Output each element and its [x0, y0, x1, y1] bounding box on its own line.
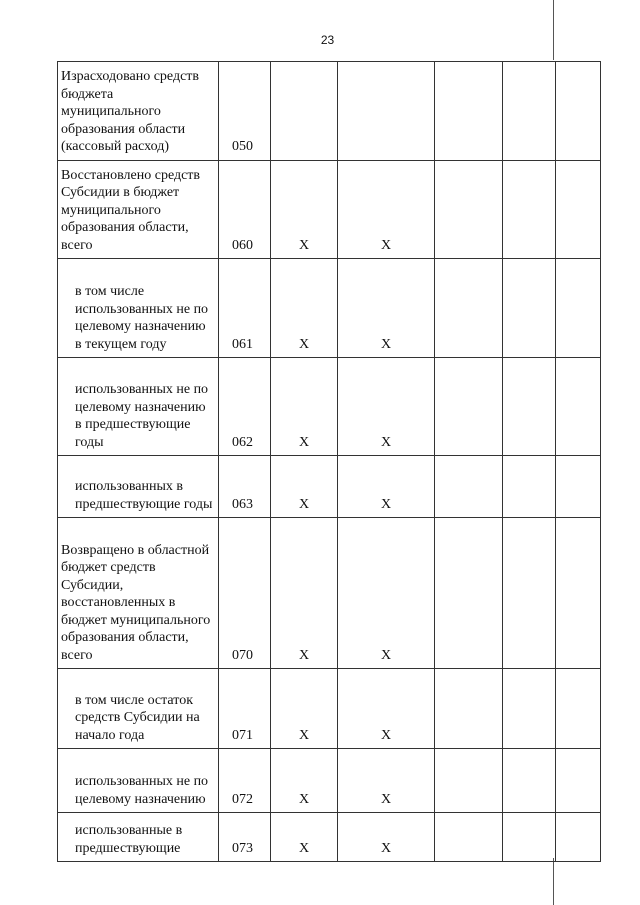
row-name-cell: Восстановлено средств Субсидии в бюджет муниципального образования области, всего [58, 160, 219, 259]
row-empty-cell [503, 669, 556, 749]
row-empty-cell [503, 456, 556, 518]
row-code-cell: 071 [219, 669, 271, 749]
row-empty-cell [435, 259, 503, 358]
row-empty-cell [556, 160, 601, 259]
row-name-cell: Израсходовано средств бюджета муниципального образования области (кассовый расход) [58, 62, 219, 161]
row-value-cell: Х [338, 160, 435, 259]
table-row [58, 669, 601, 749]
row-empty-cell [503, 813, 556, 862]
row-empty-cell [435, 358, 503, 456]
table-row [58, 160, 601, 259]
row-empty-cell [556, 669, 601, 749]
row-value-cell: Х [338, 813, 435, 862]
row-value-cell [271, 62, 338, 161]
row-name-cell: Возвращено в областной бюджет средств Субсидии, восстановленных в бюджет муниципального образования области, всего [58, 518, 219, 669]
row-value-cell [338, 62, 435, 161]
row-code-cell: 062 [219, 358, 271, 456]
row-name-cell: в том числе остаток средств Субсидии на начало года [58, 669, 219, 749]
row-code-cell: 061 [219, 259, 271, 358]
table-row [58, 259, 601, 358]
row-value-cell: Х [271, 749, 338, 813]
row-empty-cell [435, 160, 503, 259]
row-empty-cell [435, 518, 503, 669]
table-row [58, 358, 601, 456]
row-value-cell: Х [271, 669, 338, 749]
row-empty-cell [435, 749, 503, 813]
row-name-cell: использованных не по целевому назначению в предшествующие годы [58, 358, 219, 456]
row-empty-cell [556, 456, 601, 518]
row-name-cell: использованные в предшествующие [58, 813, 219, 862]
row-empty-cell [503, 749, 556, 813]
row-code-cell: 073 [219, 813, 271, 862]
row-value-cell: Х [271, 160, 338, 259]
row-value-cell: Х [271, 456, 338, 518]
row-code-cell: 072 [219, 749, 271, 813]
row-empty-cell [435, 456, 503, 518]
margin-line-top [553, 0, 554, 60]
row-empty-cell [435, 813, 503, 862]
row-empty-cell [503, 358, 556, 456]
row-empty-cell [556, 62, 601, 161]
table-row [58, 62, 601, 161]
row-code-cell: 050 [219, 62, 271, 161]
row-name-cell: использованных в предшествующие годы [58, 456, 219, 518]
row-value-cell: Х [338, 669, 435, 749]
row-value-cell: Х [338, 456, 435, 518]
margin-line-bottom [553, 858, 554, 905]
row-value-cell: Х [271, 358, 338, 456]
row-code-cell: 063 [219, 456, 271, 518]
row-value-cell: Х [271, 813, 338, 862]
row-value-cell: Х [271, 518, 338, 669]
row-empty-cell [503, 160, 556, 259]
row-name-cell: использованных не по целевому назначению [58, 749, 219, 813]
page-number: 23 [320, 33, 335, 47]
table-row [58, 456, 601, 518]
row-empty-cell [556, 518, 601, 669]
row-code-cell: 060 [219, 160, 271, 259]
row-value-cell: Х [271, 259, 338, 358]
row-empty-cell [503, 518, 556, 669]
table-row [58, 518, 601, 669]
row-value-cell: Х [338, 259, 435, 358]
row-empty-cell [503, 62, 556, 161]
row-empty-cell [435, 62, 503, 161]
row-value-cell: Х [338, 518, 435, 669]
row-empty-cell [435, 669, 503, 749]
row-value-cell: Х [338, 749, 435, 813]
row-name-cell: в том числе использованных не по целевому назначению в текущем году [58, 259, 219, 358]
row-empty-cell [556, 259, 601, 358]
table-row [58, 813, 601, 862]
row-empty-cell [556, 813, 601, 862]
table-row [58, 749, 601, 813]
row-value-cell: Х [338, 358, 435, 456]
row-code-cell: 070 [219, 518, 271, 669]
row-empty-cell [503, 259, 556, 358]
row-empty-cell [556, 749, 601, 813]
row-empty-cell [556, 358, 601, 456]
report-table [57, 61, 601, 862]
